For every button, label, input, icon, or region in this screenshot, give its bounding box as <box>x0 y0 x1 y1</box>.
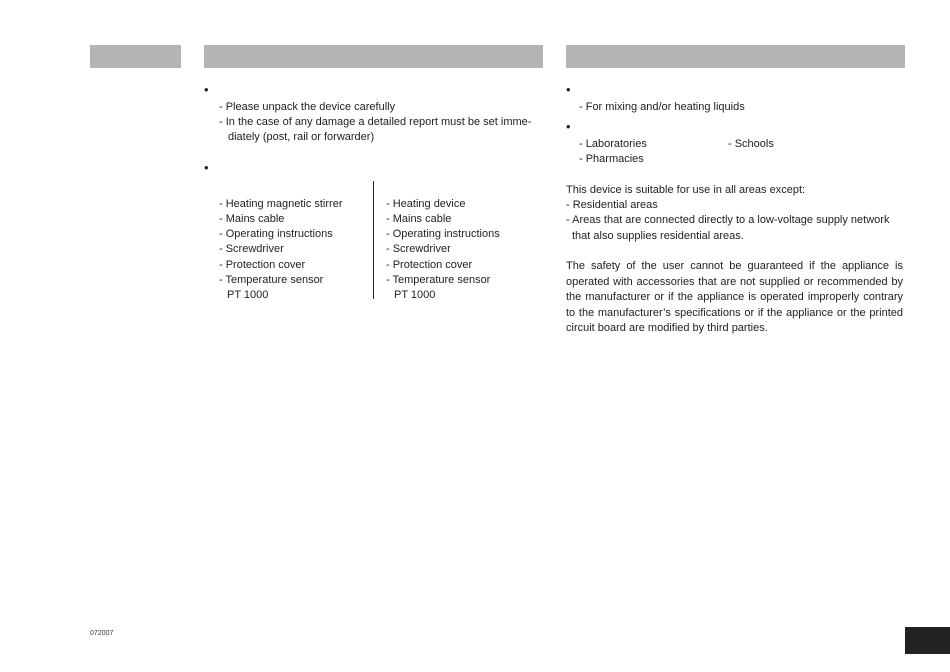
unpacking-item: diately (post, rail or forwarder) <box>228 131 375 143</box>
bullet-scope: • <box>204 160 209 175</box>
page-number-box <box>905 627 950 654</box>
scope-col2-item: - Operating instructions <box>386 228 500 240</box>
suitability-line: - Areas that are connected directly to a low-voltage supply network <box>566 214 890 226</box>
scope-col2-item: PT 1000 <box>394 289 436 301</box>
scope-col2-item: - Mains cable <box>386 213 452 225</box>
safety-paragraph: The safety of the user cannot be guaranteed if the appliance is operated with accessories that are not supplied or recommended by the manufacturer or if the appliance is operated improperly contrary to the manufacturer’s specifications or if the appliance or the printed circuit board are modified by third parties. <box>566 260 903 334</box>
document-code: 072007 <box>90 630 114 637</box>
scope-col2-item: - Screwdriver <box>386 243 451 255</box>
scope-col2-item: - Protection cover <box>386 259 473 271</box>
scope-col1-item: - Temperature sensor <box>219 274 324 286</box>
suitability-line: - Residential areas <box>566 199 658 211</box>
scope-col2-item: - Heating device <box>386 198 466 210</box>
section-bar-intended-use <box>566 45 905 68</box>
section-bar-unpacking <box>204 45 543 68</box>
bullet-areas: • <box>566 119 571 134</box>
scope-col2-item: - Temperature sensor <box>386 274 491 286</box>
area-item: - Pharmacies <box>579 153 644 165</box>
use-item: - For mixing and/or heating liquids <box>579 101 745 113</box>
column-divider <box>373 181 374 299</box>
suitability-line: that also supplies residential areas. <box>572 230 744 242</box>
scope-col1-item: - Protection cover <box>219 259 306 271</box>
section-bar-margin <box>90 45 181 68</box>
bullet-use: • <box>566 82 571 97</box>
scope-col1-item: PT 1000 <box>227 289 269 301</box>
area-item: - Laboratories <box>579 138 647 150</box>
scope-col1-item: - Mains cable <box>219 213 285 225</box>
unpacking-item: - In the case of any damage a detailed report must be set imme- <box>219 116 532 128</box>
suitability-line: This device is suitable for use in all areas except: <box>566 184 806 196</box>
scope-col1-item: - Heating magnetic stirrer <box>219 198 343 210</box>
area-item: - Schools <box>728 138 774 150</box>
bullet-unpacking: • <box>204 82 209 97</box>
scope-col1-item: - Operating instructions <box>219 228 333 240</box>
unpacking-item: - Please unpack the device carefully <box>219 101 396 113</box>
scope-col1-item: - Screwdriver <box>219 243 284 255</box>
